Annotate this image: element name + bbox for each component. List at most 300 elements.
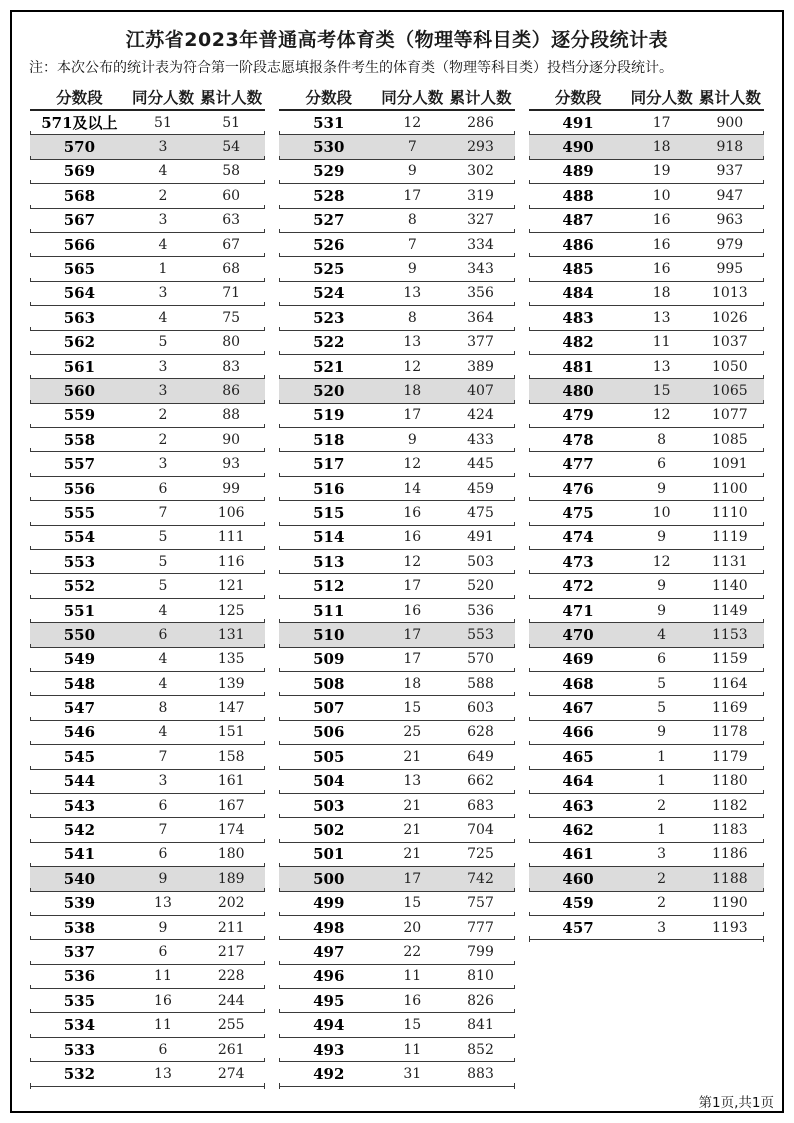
same-score-count-cell: 2 [657,870,667,887]
same-score-count-cell: 15 [403,700,422,717]
table-row [30,550,265,574]
cumulative-count-cell: 1077 [712,407,748,424]
score-range-cell: 514 [313,528,345,547]
cumulative-count-cell: 86 [222,382,241,399]
table-row [30,501,265,525]
column-header: 累计人数 [200,88,263,107]
score-range-cell: 509 [313,650,345,669]
same-score-count-cell: 3 [158,285,168,302]
same-score-count-cell: 17 [403,651,422,668]
score-range-cell: 539 [63,894,96,913]
table-row [279,623,514,647]
table-row [30,574,265,598]
same-score-count-cell: 16 [403,602,422,619]
cumulative-count-cell: 1091 [712,456,748,473]
same-score-count-cell: 17 [403,578,422,595]
cumulative-count-cell: 51 [222,114,241,131]
score-range-cell: 555 [63,503,96,522]
table-row [30,306,265,330]
table-row [30,1062,265,1086]
cumulative-count-cell: 135 [217,651,245,668]
same-score-count-cell: 4 [158,724,168,741]
table-row [529,355,764,379]
cumulative-count-cell: 111 [217,529,245,546]
same-score-count-cell: 12 [403,456,422,473]
score-range-cell: 513 [313,552,345,571]
score-range-cell: 472 [562,577,594,596]
score-range-cell: 495 [313,991,345,1010]
table-row [30,623,265,647]
table-row [529,623,764,647]
score-range-cell: 487 [562,211,594,230]
table-row [279,111,514,135]
score-range-cell: 563 [63,308,96,327]
same-score-count-cell: 5 [657,675,667,692]
same-score-count-cell: 12 [403,358,422,375]
score-range-cell: 459 [562,894,594,913]
score-range-cell: 538 [63,918,96,937]
cumulative-count-cell: 979 [716,236,744,253]
table-row [30,209,265,233]
score-range-cell: 564 [63,284,96,303]
score-range-cell: 549 [63,650,96,669]
same-score-count-cell: 16 [652,261,671,278]
table-row [30,672,265,696]
same-score-count-cell: 1 [657,773,667,790]
score-range-cell: 461 [562,845,594,864]
table-row [279,940,514,964]
score-range-cell: 477 [562,455,594,474]
same-score-count-cell: 8 [657,431,667,448]
tables-container [12,84,782,1087]
score-range-cell: 568 [63,186,96,205]
score-range-cell: 536 [63,967,96,986]
cumulative-count-cell: 334 [467,236,494,253]
score-range-cell: 522 [313,333,345,352]
cumulative-count-cell: 68 [222,261,241,278]
table-row [30,355,265,379]
score-range-cell: 520 [313,381,345,400]
score-range-cell: 485 [562,260,594,279]
same-score-count-cell: 18 [403,382,422,399]
cumulative-count-cell: 139 [217,675,245,692]
same-score-count-cell: 8 [407,309,417,326]
table-row [529,331,764,355]
table-row [30,404,265,428]
score-range-cell: 512 [313,577,345,596]
same-score-count-cell: 10 [652,504,671,521]
cumulative-count-cell: 1153 [712,626,748,643]
table-row [529,306,764,330]
cumulative-count-cell: 106 [217,504,245,521]
same-score-count-cell: 13 [403,285,422,302]
table-row [529,550,764,574]
cumulative-count-cell: 364 [467,309,494,326]
cumulative-count-cell: 1179 [712,748,748,765]
score-range-cell: 510 [313,625,345,644]
same-score-count-cell: 16 [652,236,671,253]
same-score-count-cell: 5 [158,578,168,595]
cumulative-count-cell: 67 [222,236,241,253]
table-row [529,111,764,135]
same-score-count-cell: 18 [652,285,671,302]
same-score-count-cell: 3 [657,846,667,863]
cumulative-count-cell: 520 [467,578,494,595]
score-range-cell: 486 [562,235,594,254]
table-row [529,257,764,281]
same-score-count-cell: 3 [158,382,168,399]
score-range-cell: 542 [63,821,96,840]
score-range-cell: 544 [63,772,96,791]
same-score-count-cell: 3 [158,212,168,229]
cumulative-count-cell: 319 [467,187,494,204]
cumulative-count-cell: 293 [467,139,494,156]
same-score-count-cell: 9 [657,480,667,497]
cumulative-count-cell: 683 [467,797,494,814]
score-range-cell: 506 [313,723,345,742]
same-score-count-cell: 17 [403,407,422,424]
table-group-3 [529,84,764,940]
same-score-count-cell: 17 [652,114,671,131]
score-range-cell: 540 [63,869,96,888]
score-range-cell: 501 [313,845,345,864]
cumulative-count-cell: 937 [716,163,744,180]
score-range-cell: 562 [63,333,96,352]
table-row [279,160,514,184]
same-score-count-cell: 9 [407,261,417,278]
same-score-count-cell: 6 [657,651,667,668]
score-range-cell: 473 [562,552,594,571]
table-row [30,257,265,281]
score-range-cell: 569 [63,162,96,181]
cumulative-count-cell: 852 [467,1041,494,1058]
same-score-count-cell: 3 [158,773,168,790]
score-range-cell: 556 [63,479,96,498]
cumulative-count-cell: 389 [467,358,494,375]
table-row [30,745,265,769]
table-row [30,867,265,891]
cumulative-count-cell: 1140 [712,578,748,595]
same-score-count-cell: 13 [154,1065,172,1082]
same-score-count-cell: 8 [158,700,168,717]
cumulative-count-cell: 88 [222,407,241,424]
score-range-cell: 481 [562,357,594,376]
page-number: 第1页,共1页 [698,1095,774,1111]
score-range-cell: 523 [313,308,345,327]
table-row [30,940,265,964]
cumulative-count-cell: 302 [467,163,494,180]
cumulative-count-cell: 93 [222,456,241,473]
cumulative-count-cell: 1149 [712,602,748,619]
cumulative-count-cell: 90 [222,431,241,448]
same-score-count-cell: 11 [652,334,671,351]
score-range-cell: 469 [562,650,594,669]
table-row [30,818,265,842]
score-range-cell: 527 [313,211,345,230]
same-score-count-cell: 25 [403,724,422,741]
table-row [279,721,514,745]
cumulative-count-cell: 1131 [712,553,748,570]
cumulative-count-cell: 1164 [712,675,748,692]
same-score-count-cell: 13 [652,309,671,326]
same-score-count-cell: 3 [158,456,168,473]
table-row [529,916,764,940]
table-row [529,574,764,598]
score-range-cell: 502 [313,821,345,840]
score-range-cell: 483 [562,308,594,327]
cumulative-count-cell: 174 [217,822,245,839]
same-score-count-cell: 15 [652,382,671,399]
score-range-cell: 504 [313,772,345,791]
same-score-count-cell: 6 [158,626,168,643]
table-row [30,184,265,208]
table-row [30,794,265,818]
score-range-cell: 464 [562,772,594,791]
table-row [529,867,764,891]
page-border [10,10,784,1113]
table-row [279,1062,514,1086]
cumulative-count-cell: 742 [467,870,494,887]
table-row [529,794,764,818]
same-score-count-cell: 9 [657,602,667,619]
table-row [279,404,514,428]
cumulative-count-cell: 799 [467,943,494,960]
cumulative-count-cell: 841 [467,1017,494,1034]
same-score-count-cell: 6 [158,846,168,863]
score-range-cell: 557 [63,455,96,474]
same-score-count-cell: 2 [657,895,667,912]
cumulative-count-cell: 1182 [712,797,748,814]
same-score-count-cell: 9 [657,724,667,741]
table-row [529,696,764,720]
same-score-count-cell: 2 [657,797,667,814]
same-score-count-cell: 13 [154,895,172,912]
cumulative-count-cell: 947 [716,187,744,204]
table-row [279,794,514,818]
cumulative-count-cell: 343 [467,261,494,278]
cumulative-count-cell: 327 [467,212,494,229]
table-row [30,1038,265,1062]
score-range-cell: 465 [562,747,594,766]
score-range-cell: 537 [63,942,96,961]
score-range-cell: 507 [313,699,345,718]
cumulative-count-cell: 407 [467,382,494,399]
table-row [279,526,514,550]
table-row [30,1013,265,1037]
score-range-cell: 524 [313,284,345,303]
cumulative-count-cell: 189 [217,870,245,887]
cumulative-count-cell: 777 [467,919,494,936]
table-row [279,257,514,281]
cumulative-count-cell: 1013 [712,285,748,302]
same-score-count-cell: 5 [158,529,168,546]
score-range-cell: 457 [562,918,594,937]
table-row [30,160,265,184]
table-row [30,770,265,794]
table-row [279,135,514,159]
table-row [279,233,514,257]
score-range-cell: 532 [63,1064,96,1083]
same-score-count-cell: 14 [403,480,422,497]
score-range-cell: 492 [313,1064,345,1083]
cumulative-count-cell: 151 [217,724,245,741]
same-score-count-cell: 12 [403,114,422,131]
score-range-cell: 559 [63,406,96,425]
table-row [529,477,764,501]
score-range-cell: 547 [63,699,96,718]
score-range-cell: 480 [562,381,594,400]
table-row [279,745,514,769]
cumulative-count-cell: 553 [467,626,494,643]
same-score-count-cell: 12 [403,553,422,570]
score-range-cell: 484 [562,284,594,303]
cumulative-count-cell: 286 [467,114,494,131]
same-score-count-cell: 15 [403,1017,422,1034]
table-row [279,892,514,916]
score-range-cell: 566 [63,235,96,254]
same-score-count-cell: 1 [158,261,168,278]
same-score-count-cell: 11 [154,1017,172,1034]
score-range-cell: 475 [562,503,594,522]
cumulative-count-cell: 1110 [712,504,748,521]
same-score-count-cell: 12 [652,407,671,424]
cumulative-count-cell: 83 [222,358,241,375]
score-range-cell: 467 [562,699,594,718]
score-range-cell: 519 [313,406,345,425]
score-range-cell: 490 [562,138,594,157]
score-range-cell: 546 [63,723,96,742]
cumulative-count-cell: 628 [467,724,494,741]
same-score-count-cell: 18 [652,139,671,156]
same-score-count-cell: 5 [158,334,168,351]
same-score-count-cell: 12 [652,553,671,570]
cumulative-count-cell: 1180 [712,773,748,790]
score-range-cell: 499 [313,894,345,913]
score-range-cell: 478 [562,430,594,449]
cumulative-count-cell: 1100 [712,480,748,497]
table-row [279,331,514,355]
table-row [30,282,265,306]
same-score-count-cell: 13 [403,334,422,351]
same-score-count-cell: 1 [657,822,667,839]
score-range-cell: 488 [562,186,594,205]
cumulative-count-cell: 54 [222,139,241,156]
score-range-cell: 551 [63,601,96,620]
score-range-cell: 482 [562,333,594,352]
cumulative-count-cell: 883 [467,1065,494,1082]
same-score-count-cell: 7 [158,822,168,839]
cumulative-count-cell: 356 [467,285,494,302]
cumulative-count-cell: 274 [217,1065,245,1082]
same-score-count-cell: 18 [403,675,422,692]
cumulative-count-cell: 158 [217,748,245,765]
score-range-cell: 489 [562,162,594,181]
same-score-count-cell: 16 [403,504,422,521]
cumulative-count-cell: 63 [222,212,241,229]
score-range-cell: 545 [63,747,96,766]
same-score-count-cell: 6 [158,1041,168,1058]
same-score-count-cell: 16 [403,529,422,546]
same-score-count-cell: 11 [403,1041,422,1058]
score-range-cell: 543 [63,796,96,815]
same-score-count-cell: 5 [158,553,168,570]
score-range-cell: 552 [63,577,96,596]
score-range-cell: 525 [313,260,345,279]
score-range-cell: 554 [63,528,96,547]
same-score-count-cell: 4 [158,602,168,619]
same-score-count-cell: 20 [403,919,422,936]
cumulative-count-cell: 995 [716,261,744,278]
same-score-count-cell: 11 [403,968,422,985]
column-header: 累计人数 [698,88,761,107]
cumulative-count-cell: 1159 [712,651,748,668]
cumulative-count-cell: 1050 [712,358,748,375]
cumulative-count-cell: 475 [467,504,494,521]
cumulative-count-cell: 147 [217,700,245,717]
same-score-count-cell: 13 [652,358,671,375]
table-row [30,452,265,476]
score-range-cell: 515 [313,503,345,522]
cumulative-count-cell: 1169 [712,700,748,717]
table-row [529,648,764,672]
table-row [279,550,514,574]
table-row [529,818,764,842]
table-row [529,501,764,525]
table-row [279,867,514,891]
same-score-count-cell: 4 [158,675,168,692]
score-range-cell: 526 [313,235,345,254]
score-range-cell: 494 [313,1016,345,1035]
cumulative-count-cell: 1193 [712,919,748,936]
cumulative-count-cell: 244 [217,992,245,1009]
cumulative-count-cell: 704 [467,822,494,839]
same-score-count-cell: 7 [407,236,417,253]
same-score-count-cell: 21 [403,822,422,839]
cumulative-count-cell: 99 [222,480,241,497]
score-range-cell: 470 [562,625,594,644]
same-score-count-cell: 9 [657,529,667,546]
table-row [30,477,265,501]
score-range-cell: 471 [562,601,594,620]
cumulative-count-cell: 433 [467,431,494,448]
score-range-cell: 508 [313,674,345,693]
score-range-cell: 511 [313,601,345,620]
cumulative-count-cell: 167 [217,797,245,814]
table-row [279,599,514,623]
same-score-count-cell: 5 [657,700,667,717]
score-range-cell: 560 [63,381,96,400]
cumulative-count-cell: 491 [467,529,494,546]
score-range-cell: 476 [562,479,594,498]
table-row [279,965,514,989]
score-range-cell: 535 [63,991,96,1010]
score-range-cell: 498 [313,918,345,937]
same-score-count-cell: 13 [403,773,422,790]
column-header: 同分人数 [381,88,444,107]
cumulative-count-cell: 1188 [712,870,748,887]
score-range-cell: 534 [63,1016,96,1035]
table-row [529,599,764,623]
cumulative-count-cell: 377 [467,334,494,351]
same-score-count-cell: 9 [158,870,168,887]
table-row [529,428,764,452]
table-row [30,428,265,452]
same-score-count-cell: 9 [158,919,168,936]
same-score-count-cell: 15 [403,895,422,912]
table-row [529,843,764,867]
score-range-cell: 553 [63,552,96,571]
table-row [30,989,265,1013]
